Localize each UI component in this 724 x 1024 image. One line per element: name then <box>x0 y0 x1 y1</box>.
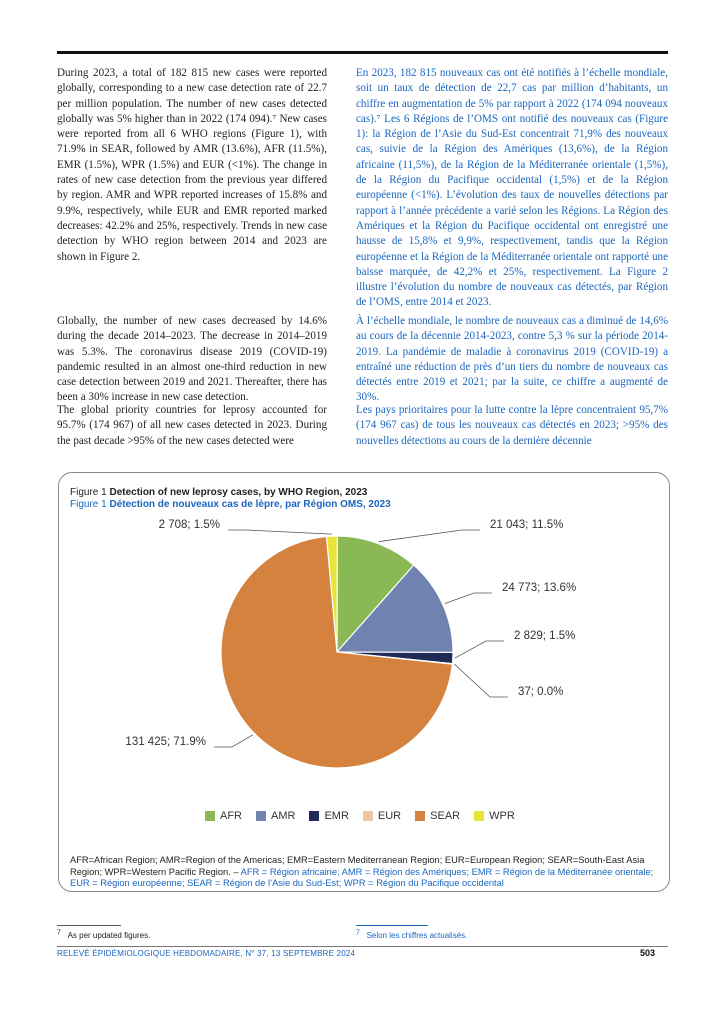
leader-line-emr <box>455 641 504 658</box>
legend-item-eur <box>363 810 401 822</box>
legend-label-sear: SEAR <box>430 810 461 822</box>
leader-line-afr <box>379 530 480 542</box>
english-paragraph-2: Globally, the number of new cases decreased by 14.6% during the decade 2014–2023. The decrease in 2014–2019 was 5.3%. The coronavirus disease 2019 (COVID-19) pandemic resulted in an almost one-third reduction in new case detection between 2019 and 2021. Thereafter, there has been a 30% increase in new case detection. <box>57 315 327 404</box>
legend-item-wpr <box>474 810 515 822</box>
data-label-wpr: 2 708; 1.5% <box>158 519 220 531</box>
legend-label-amr: AMR <box>271 810 296 822</box>
figure-abbreviations: AFR=African Region; AMR=Region of the Americas; EMR=Eastern Mediterranean Region; EUR=European Region; SEAR=South-East Asia Region; WPR=Western Pacific Region. – AFR = Région africaine; AMR = Région des Amériques; EMR = Région de la Méditerranée orientale; EUR = Région européenne; SEAR = Région de l’Asie du Sud-Est; WPR = Région du Pacifique occidental <box>70 855 654 888</box>
footnote-fr: $^7$ Selon les chiffres actualisés. <box>356 929 468 940</box>
leader-line-amr <box>445 593 492 604</box>
french-paragraph-2: À l’échelle mondiale, le nombre de nouveaux cas a diminué de 14,6% au cours de la décennie 2014-2023, contre 5,3 % sur la période 2014-2019. La pandémie de maladie à coronavirus 2019 (COVID-19) a entraîné une réduction de près d’un tiers du nombre de nouveaux cas détectés entre 2019 et 2021; par la suite, ce chiffre a augmenté de 30%. <box>356 315 668 404</box>
legend-swatch-eur <box>363 811 373 821</box>
legend-item-amr <box>256 810 295 822</box>
footer-journal: RELEVÉ ÉPIDÉMIOLOGIQUE HEBDOMADAIRE, N° 37, 13 SEPTEMBRE 2024 <box>57 949 356 958</box>
footer-rule <box>57 946 668 947</box>
french-paragraph-1: En 2023, 182 815 nouveaux cas ont été notifiés à l’échelle mondiale, soit un taux de détection de 22,7 cas par million d’habitants, un chiffre en augmentation de 5% par rapport à 2022 (174 094 nouveaux cas).⁷ Les 6 Régions de l’OMS ont notifié des nouveaux cas (Figure 1): la Région de l’Asie du Sud-Est concentrait 71,9% des nouveaux cas, suivie de la Région des Amériques (13,6%), de la Région africaine (11,5%), de la Région de la Méditerranée orientale (1,5%), de la Région du Pacifique occidental (1,5%) et de la Région européenne (<1%). L’évolution des taux de nouvelles détections par rapport à l’année précédente a varié selon les Régions. La Région des Amériques et la Région du Pacifique occidental ont enregistré une hausse de 15,8% et 9,9%, respectivement, tandis que la Région européenne et la Région de la Méditerranée orientale ont rapporté une baisse marquée, de 42,2% et 25%, respectivement. La Figure 2 illustre l’évolution du nombre de nouveaux cas détectés, par Région de l’OMS, entre 2014 et 2023. <box>356 67 668 309</box>
legend-item-sear <box>415 810 460 822</box>
legend-label-eur: EUR <box>377 810 402 822</box>
leader-line-sear <box>214 735 253 747</box>
leader-line-eur <box>454 664 508 697</box>
leader-line-wpr <box>228 530 332 534</box>
figure-title-fr: Figure 1 Détection de nouveaux cas de lèpre, par Région OMS, 2023 <box>70 499 391 510</box>
legend-item-emr <box>309 810 348 822</box>
data-label-emr: 2 829; 1.5% <box>514 630 576 642</box>
legend-swatch-sear <box>415 811 425 821</box>
legend-swatch-wpr <box>474 811 484 821</box>
legend-swatch-amr <box>256 811 266 821</box>
english-paragraph-1: During 2023, a total of 182 815 new cases were reported globally, corresponding to a new case detection rate of 22.7 per million population. The number of new cases detected globally was 5% higher than in 2022 (174 094).⁷ New cases were reported from all 6 WHO regions (Figure 1), with 71.9% in SEAR, followed by AMR (13.6%), AFR (11.5%), EMR (1.5%), WPR (1.5%) and EUR (<1%). The change in rates of new case detection from the previous year differed by region. AMR and WPR reported increases of 15.8% and 9.9%, respectively, while EUR and EMR reported marked decreases: 42.2% and 25%, respectively. Trends in new case detection by WHO region between 2014 and 2023 are shown in Figure 2. <box>57 67 327 263</box>
legend-label-wpr: WPR <box>489 810 515 822</box>
legend-label-afr: AFR <box>220 810 242 822</box>
legend-swatch-emr <box>309 811 319 821</box>
data-label-sear: 131 425; 71.9% <box>125 736 206 748</box>
french-paragraph-3: Les pays prioritaires pour la lutte contre la lèpre concentraient 95,7% (174 967 cas) de tous les nouveaux cas détectés en 2023; >95% des nouvelles détections au cours de la dernière décennie <box>356 404 668 447</box>
footnote-en: $^7$ As per updated figures. <box>57 929 151 940</box>
legend-item-afr <box>205 810 242 822</box>
chart-legend <box>205 810 515 822</box>
page-number: 503 <box>640 948 656 958</box>
data-label-amr: 24 773; 13.6% <box>502 582 577 594</box>
figure-title-en: Figure 1 Detection of new leprosy cases, by WHO Region, 2023 <box>70 487 368 498</box>
legend-swatch-afr <box>205 811 215 821</box>
footnote-rule-fr <box>356 925 428 926</box>
legend-label-emr: EMR <box>324 810 349 822</box>
data-label-afr: 21 043; 11.5% <box>490 519 564 531</box>
data-label-eur: 37; 0.0% <box>518 686 564 698</box>
footnote-rule-en <box>57 925 121 926</box>
english-paragraph-3: The global priority countries for leprosy accounted for 95.7% (174 967) of all new cases detected in 2023. During the past decade >95% of the new cases detected were <box>57 404 327 447</box>
